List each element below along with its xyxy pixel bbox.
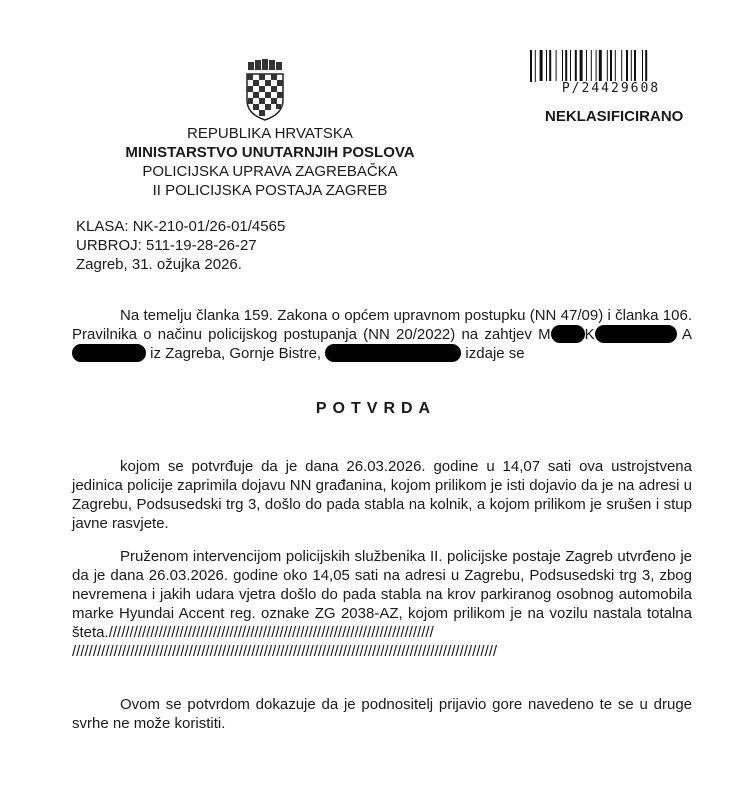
slash-filler: ////////////////////////////////////////////////////////////////////////////// <box>108 624 434 641</box>
redaction <box>551 325 585 343</box>
barcode-number: P/24429608 <box>536 81 686 96</box>
redaction <box>595 325 677 343</box>
redaction <box>72 344 146 362</box>
klasa: KLASA: NK-210-01/26-01/4565 <box>76 218 286 235</box>
country-name: REPUBLIKA HRVATSKA <box>187 125 353 142</box>
confirmation-paragraph: kojom se potvrđuje da je dana 26.03.2026. godine u 14,07 sati ova ustrojstvena jedinica policije zaprimila dojavu NN građanina, kojom prilikom je isti dojavio da je na adresi u Zagrebu, Podsusedski trg 3, došlo do pada stabla na kolnik, a kojom prilikom je srušen i stup javne rasvjete. <box>72 458 692 532</box>
ministry-name: MINISTARSTVO UNUTARNJIH POSLOVA <box>125 144 415 161</box>
intervention-paragraph: Pruženom intervencijom policijskih službenika II. policijske postaje Zagreb utvrđeno je da je dana 26.03.2026. godine oko 14,05 sati na adresi u Zagrebu, Podsusedski trg 3, zbog nevremena i jakih udara vjetra došlo do pada stabla na krov parkiranog osobnog automobila marke Hyundai Accent reg. oznake ZG 2038-AZ, kojom prilikom je na vozilu nastala totalna šteta.////////////////////////////////////////////////////////////////////////////// ////////////////////////////////////////////////////////////////////////////////////////////////////// <box>72 548 692 660</box>
urbroj: URBROJ: 511-19-28-26-27 <box>76 237 257 254</box>
police-station: II POLICIJSKA POSTAJA ZAGREB <box>152 182 388 199</box>
coat-of-arms-icon <box>244 58 286 122</box>
slash-filler-line: ////////////////////////////////////////////////////////////////////////////////////////////////////// <box>72 643 498 660</box>
redaction <box>325 344 461 362</box>
police-administration: POLICIJSKA UPRAVA ZAGREBAČKA <box>142 163 398 180</box>
intro-paragraph: Na temelju članka 159. Zakona o općem upravnom postupku (NN 47/09) i članka 106. Pravilnika o načinu policijskog postupanja (NN 20/2022) na zahtjev M K A iz Zagreba, Gornje Bistre, izdaje se <box>72 307 692 362</box>
place-date: Zagreb, 31. ožujka 2026. <box>76 256 242 273</box>
closing-paragraph: Ovom se potvrdom dokazuje da je podnositelj prijavio gore navedeno te se u druge svrhe ne može koristiti. <box>72 696 692 732</box>
document-title: POTVRDA <box>315 400 437 417</box>
issuer-header <box>100 124 440 200</box>
classification-label: NEKLASIFICIRANO <box>545 108 684 125</box>
document-reference <box>76 217 285 274</box>
